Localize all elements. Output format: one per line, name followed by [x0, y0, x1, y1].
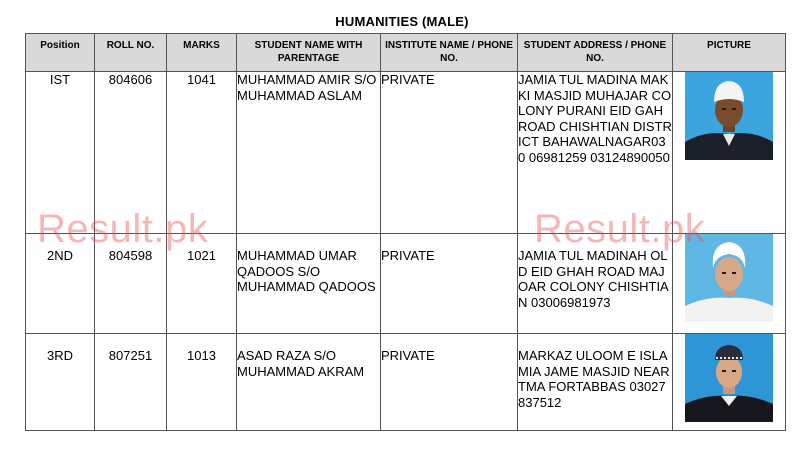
table-header-row [26, 34, 786, 72]
marks-cell: 1021 [167, 234, 237, 334]
header-picture: PICTURE [673, 34, 786, 72]
table-row [26, 72, 786, 234]
page-title: HUMANITIES (MALE) [335, 14, 469, 29]
marks-cell: 1013 [167, 334, 237, 431]
student-photo [685, 234, 773, 322]
position-cell: 2ND [26, 234, 95, 334]
roll-no-cell: 804606 [95, 72, 167, 234]
address-cell: JAMIA TUL MADINA MAKKI MASJID MUHAJAR COLONY PURANI EID GAH ROAD CHISHTIAN DISTRICT BAHAWALNAGAR030 06981259 03124890050 [518, 72, 673, 234]
roll-no-cell: 807251 [95, 334, 167, 431]
header-position: Position [26, 34, 95, 72]
institute-cell: PRIVATE [381, 72, 518, 234]
student-photo [685, 72, 773, 160]
header-marks: MARKS [167, 34, 237, 72]
student-name-cell: ASAD RAZA S/O MUHAMMAD AKRAM [237, 334, 381, 431]
marks-cell: 1041 [167, 72, 237, 234]
table-row [26, 334, 786, 431]
address-cell: MARKAZ ULOOM E ISLAMIA JAME MASJID NEAR TMA FORTABBAS 03027837512 [518, 334, 673, 431]
student-photo [685, 334, 773, 422]
position-cell: IST [26, 72, 95, 234]
student-name-cell: MUHAMMAD AMIR S/O MUHAMMAD ASLAM [237, 72, 381, 234]
header-student-name: STUDENT NAME WITH PARENTAGE [237, 34, 381, 72]
header-roll-no: ROLL NO. [95, 34, 167, 72]
results-table [25, 33, 786, 431]
student-name-cell: MUHAMMAD UMAR QADOOS S/O MUHAMMAD QADOOS [237, 234, 381, 334]
address-cell: JAMIA TUL MADINAH OLD EID GHAH ROAD MAJOAR COLONY CHISHTIAN 03006981973 [518, 234, 673, 334]
table-row [26, 234, 786, 334]
institute-cell: PRIVATE [381, 334, 518, 431]
header-institute: INSTITUTE NAME / PHONE NO. [381, 34, 518, 72]
header-address: STUDENT ADDRESS / PHONE NO. [518, 34, 673, 72]
roll-no-cell: 804598 [95, 234, 167, 334]
position-cell: 3RD [26, 334, 95, 431]
watermark-left: Result.pk [37, 207, 209, 251]
watermark-right: Result.pk [534, 207, 706, 251]
institute-cell: PRIVATE [381, 234, 518, 334]
